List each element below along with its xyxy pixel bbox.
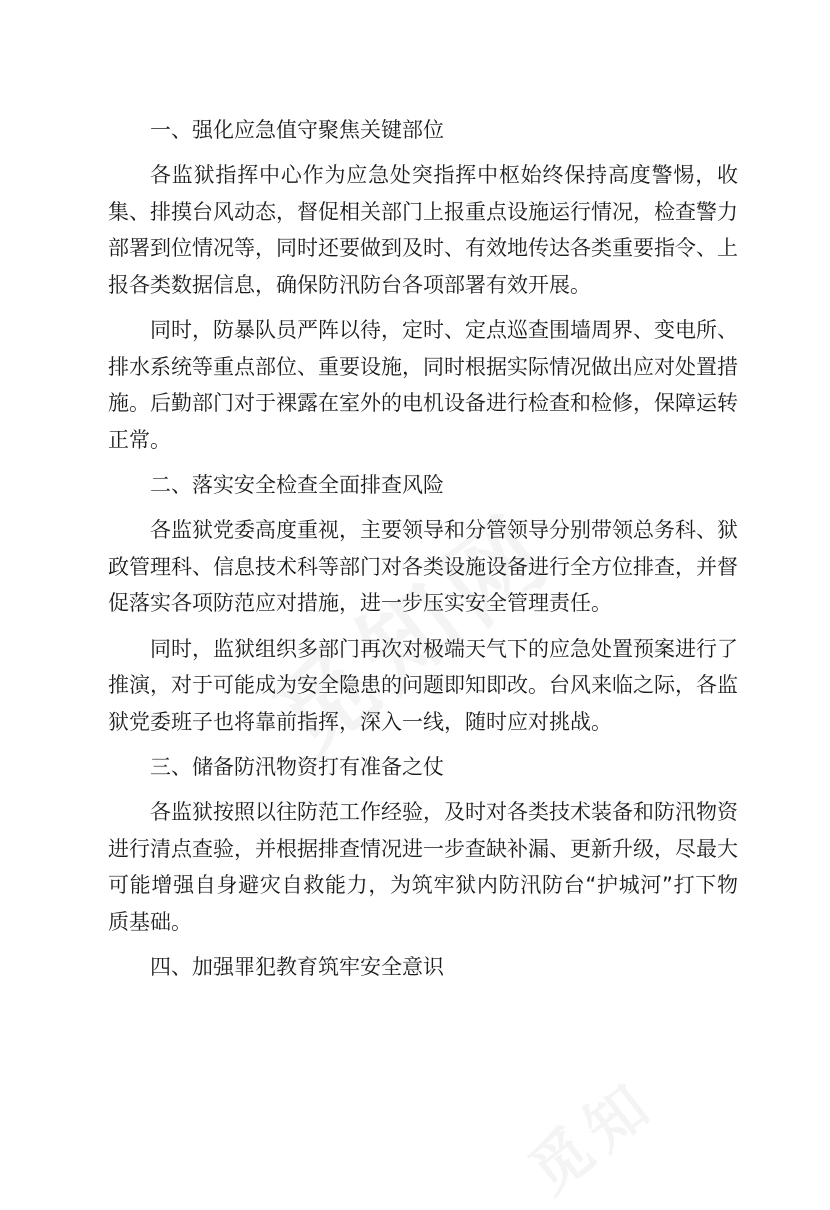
section-heading: 三、储备防汛物资打有准备之仗: [150, 755, 444, 779]
body-paragraph: 各监狱党委高度重视，主要领导和分管领导分别带领总务科、狱政管理科、信息技术科等部门对各类设施设备进行全方位排查，并督促落实各项防范应对措施，进一步压实安全管理责任。: [108, 518, 738, 615]
body-paragraph: 同时，防暴队员严阵以待，定时、定点巡查围墙周界、变电所、排水系统等重点部位、重要设施，同时根据实际情况做出应对处置措施。后勤部门对于裸露在室外的电机设备进行检查和检修，保障运转正常。: [108, 318, 738, 452]
section-heading: 一、强化应急值守聚焦关键部位: [150, 118, 444, 142]
watermark-secondary: [508, 1056, 671, 1210]
section-heading: 四、加强罪犯教育筑牢安全意识: [150, 955, 444, 979]
section-heading: 二、落实安全检查全面排查风险: [150, 473, 444, 497]
body-paragraph: 各监狱指挥中心作为应急处突指挥中枢始终保持高度警惕，收集、排摸台风动态，督促相关部门上报重点设施运行情况，检查警力部署到位情况等，同时还要做到及时、有效地传达各类重要指令、上报各类数据信息，确保防汛防台各项部署有效开展。: [108, 163, 738, 297]
document-body: [108, 112, 738, 985]
body-paragraph: 同时，监狱组织多部门再次对极端天气下的应急处置预案进行了推演，对于可能成为安全隐患的问题即知即改。台风来临之际，各监狱党委班子也将靠前指挥，深入一线，随时应对挑战。: [108, 636, 738, 734]
body-paragraph: 各监狱按照以往防范工作经验，及时对各类技术装备和防汛物资进行清点查验，并根据排查情况进一步查缺补漏、更新升级，尽最大可能增强自身避灾自救能力，为筑牢狱内防汛防台“护城河”打下物质基础。: [108, 800, 738, 934]
